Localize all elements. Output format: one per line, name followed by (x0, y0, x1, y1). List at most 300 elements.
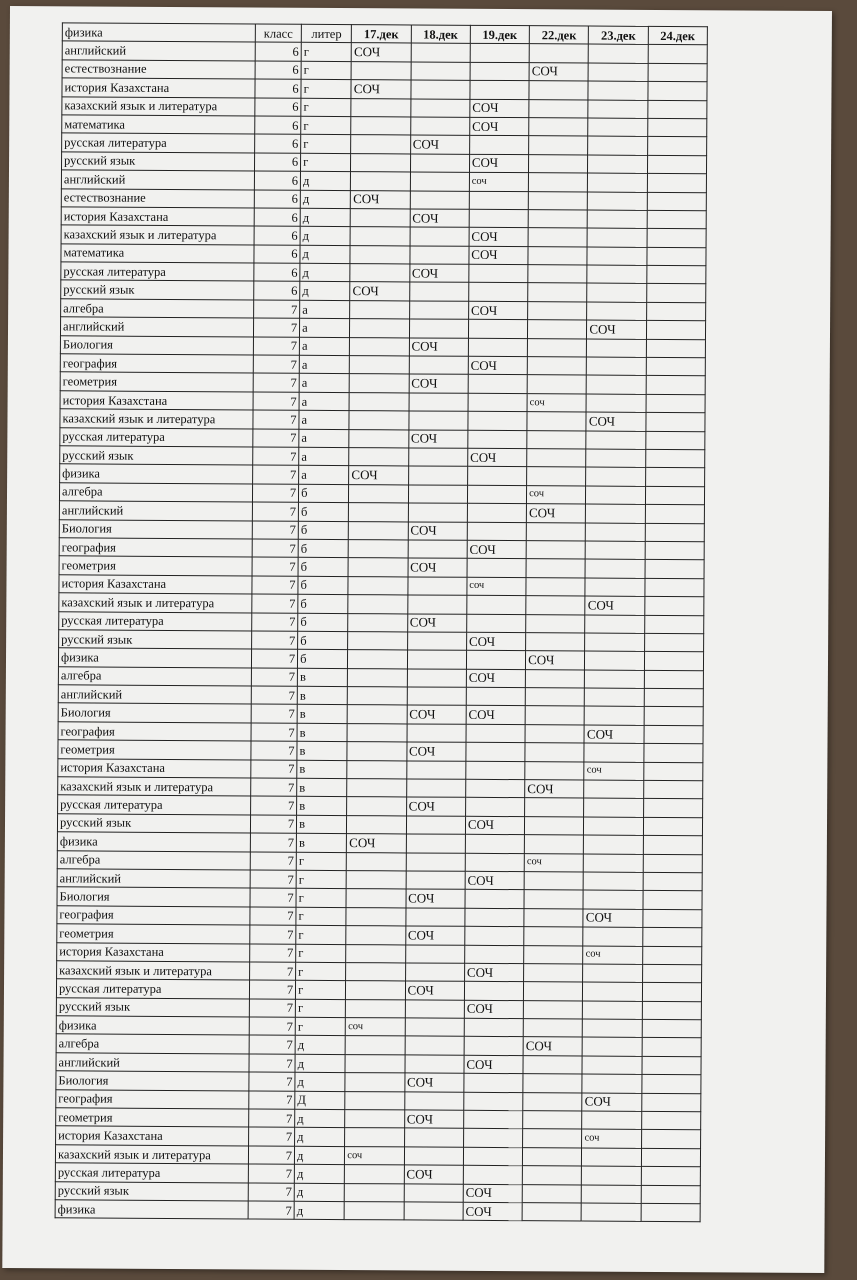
klass-cell: 7 (252, 484, 298, 503)
mark-cell (463, 1110, 522, 1129)
mark-cell: СОЧ (464, 1055, 523, 1074)
klass-cell: 7 (250, 925, 296, 944)
mark-cell (588, 192, 647, 211)
mark-cell (529, 44, 588, 63)
subject-cell: геометрия (56, 1108, 249, 1128)
mark-cell (405, 1000, 464, 1019)
mark-cell (525, 761, 584, 780)
mark-cell (583, 927, 642, 946)
mark-cell (346, 944, 405, 963)
liter-cell: д (300, 190, 350, 209)
mark-cell (351, 172, 410, 191)
mark-cell (587, 247, 646, 266)
mark-cell (583, 890, 642, 909)
mark-cell (467, 614, 526, 633)
subject-cell: математика (62, 115, 255, 135)
mark-cell (583, 872, 642, 891)
mark-cell (647, 247, 706, 266)
mark-cell (465, 945, 524, 964)
mark-cell: соч (527, 485, 586, 504)
subject-cell: русская литература (61, 262, 254, 282)
mark-cell (346, 889, 405, 908)
liter-cell: б (298, 594, 348, 613)
mark-cell (351, 153, 410, 172)
header-date-4: 22.дек (529, 26, 588, 45)
mark-cell (406, 816, 465, 835)
header-date-2: 18.дек (411, 25, 470, 44)
klass-cell: 7 (249, 1054, 295, 1073)
mark-cell: СОЧ (347, 834, 406, 853)
mark-cell (646, 321, 705, 340)
klass-cell: 6 (255, 42, 301, 61)
liter-cell: г (295, 1017, 345, 1036)
mark-cell (646, 339, 705, 358)
mark-cell (587, 375, 646, 394)
subject-cell: история Казахстана (57, 942, 250, 962)
mark-cell (582, 1111, 641, 1130)
klass-cell: 7 (253, 410, 299, 429)
mark-cell (468, 338, 527, 357)
mark-cell: СОЧ (408, 521, 467, 540)
mark-cell (349, 448, 408, 467)
mark-cell (586, 431, 645, 450)
mark-cell (409, 301, 468, 320)
mark-cell: СОЧ (408, 430, 467, 449)
mark-cell (345, 1091, 404, 1110)
mark-cell (351, 117, 410, 136)
klass-cell: 7 (251, 631, 297, 650)
mark-cell (468, 320, 527, 339)
subject-cell: физика (58, 648, 251, 668)
klass-cell: 6 (255, 98, 301, 117)
mark-cell (588, 155, 647, 174)
mark-cell: СОЧ (469, 228, 528, 247)
mark-cell: СОЧ (406, 742, 465, 761)
mark-cell: СОЧ (582, 1093, 641, 1112)
mark-cell (641, 1167, 700, 1186)
mark-cell (644, 744, 703, 763)
klass-cell: 7 (253, 429, 299, 448)
mark-cell: СОЧ (409, 264, 468, 283)
mark-cell: СОЧ (464, 963, 523, 982)
mark-cell (582, 1038, 641, 1057)
mark-cell (642, 1001, 701, 1020)
liter-cell: д (294, 1201, 344, 1220)
mark-cell (523, 1074, 582, 1093)
klass-cell: 6 (254, 245, 300, 264)
mark-cell (524, 964, 583, 983)
header-klass: класс (255, 24, 301, 43)
mark-cell (404, 1184, 463, 1203)
mark-cell: СОЧ (470, 99, 529, 118)
mark-cell (586, 449, 645, 468)
subject-cell: естествознание (61, 188, 254, 208)
subject-cell: алгебра (56, 1034, 249, 1054)
mark-cell (523, 1056, 582, 1075)
klass-cell: 7 (252, 521, 298, 540)
klass-cell: 7 (249, 1017, 295, 1036)
liter-cell: в (297, 705, 347, 724)
mark-cell (641, 1148, 700, 1167)
mark-cell (523, 1000, 582, 1019)
mark-cell (404, 1202, 463, 1221)
mark-cell (646, 357, 705, 376)
mark-cell (346, 907, 405, 926)
mark-cell (582, 1074, 641, 1093)
mark-cell (529, 99, 588, 118)
mark-cell (528, 302, 587, 321)
mark-cell (525, 669, 584, 688)
subject-cell: английский (60, 317, 253, 337)
mark-cell (643, 872, 702, 891)
mark-cell (648, 63, 707, 82)
subject-cell: казахский язык и литература (61, 225, 254, 245)
subject-cell: казахский язык и литература (58, 777, 251, 797)
mark-cell (645, 523, 704, 542)
mark-cell: соч (345, 1146, 404, 1165)
mark-cell: СОЧ (468, 448, 527, 467)
klass-cell: 6 (254, 153, 300, 172)
mark-cell (585, 633, 644, 652)
klass-cell: 7 (253, 392, 299, 411)
subject-cell: русская литература (58, 795, 251, 815)
subject-cell: математика (61, 244, 254, 264)
mark-cell (410, 190, 469, 209)
mark-cell (643, 799, 702, 818)
header-date-3: 19.дек (470, 25, 529, 44)
mark-cell (345, 1165, 404, 1184)
klass-cell: 7 (251, 778, 297, 797)
mark-cell (585, 578, 644, 597)
subject-cell: английский (62, 41, 255, 61)
mark-cell (586, 394, 645, 413)
mark-cell (345, 1054, 404, 1073)
mark-cell (529, 136, 588, 155)
klass-cell: 7 (250, 888, 296, 907)
mark-cell (644, 633, 703, 652)
liter-cell: б (298, 613, 348, 632)
mark-cell (349, 411, 408, 430)
mark-cell (470, 80, 529, 99)
mark-cell (587, 228, 646, 247)
liter-cell: д (295, 1128, 345, 1147)
mark-cell (466, 779, 525, 798)
mark-cell (645, 578, 704, 597)
mark-cell: СОЧ (464, 1000, 523, 1019)
mark-cell (347, 815, 406, 834)
klass-cell: 7 (251, 723, 297, 742)
mark-cell: СОЧ (410, 209, 469, 228)
mark-cell (526, 541, 585, 560)
liter-cell: д (300, 245, 350, 264)
mark-cell (466, 651, 525, 670)
liter-cell: а (300, 319, 350, 338)
mark-cell: СОЧ (405, 981, 464, 1000)
subject-cell: история Казахстана (60, 391, 253, 411)
subject-cell: география (56, 1089, 249, 1109)
klass-cell: 6 (255, 116, 301, 135)
klass-cell: 6 (254, 226, 300, 245)
mark-cell: СОЧ (349, 466, 408, 485)
subject-cell: казахский язык и литература (59, 593, 252, 613)
mark-cell (588, 81, 647, 100)
mark-cell (466, 761, 525, 780)
liter-cell: г (296, 962, 346, 981)
mark-cell (349, 503, 408, 522)
mark-cell (647, 192, 706, 211)
mark-cell (405, 1036, 464, 1055)
mark-cell: СОЧ (466, 632, 525, 651)
paper-sheet (2, 6, 832, 1273)
subject-cell: русский язык (56, 998, 249, 1018)
mark-cell (411, 62, 470, 81)
mark-cell (409, 319, 468, 338)
mark-cell (350, 319, 409, 338)
mark-cell (406, 834, 465, 853)
subject-cell: русская литература (59, 611, 252, 631)
liter-cell: г (301, 61, 351, 80)
mark-cell (527, 357, 586, 376)
mark-cell (409, 356, 468, 375)
subject-cell: география (60, 354, 253, 374)
mark-cell: СОЧ (587, 320, 646, 339)
mark-cell (526, 596, 585, 615)
klass-cell: 7 (250, 852, 296, 871)
mark-cell (585, 615, 644, 634)
mark-cell (581, 1203, 640, 1222)
mark-cell (349, 374, 408, 393)
subject-cell: физика (55, 1200, 248, 1220)
mark-cell (407, 724, 466, 743)
liter-cell: б (298, 650, 348, 669)
mark-cell (347, 723, 406, 742)
mark-cell (345, 1128, 404, 1147)
mark-cell (347, 779, 406, 798)
klass-cell: 6 (254, 281, 300, 300)
mark-cell (347, 705, 406, 724)
subject-cell: физика (60, 464, 253, 484)
exam-schedule-table (55, 22, 708, 1222)
mark-cell (641, 1130, 700, 1149)
mark-cell (583, 982, 642, 1001)
mark-cell (644, 725, 703, 744)
mark-cell: соч (346, 1018, 405, 1037)
mark-cell (586, 504, 645, 523)
mark-cell (646, 265, 705, 284)
mark-cell (410, 154, 469, 173)
mark-cell: СОЧ (404, 1110, 463, 1129)
subject-cell: казахский язык и литература (60, 409, 253, 429)
subject-cell: Биология (56, 1071, 249, 1091)
header-date-5: 23.дек (589, 26, 648, 45)
mark-cell (524, 908, 583, 927)
mark-cell (645, 431, 704, 450)
mark-cell (467, 503, 526, 522)
klass-cell: 7 (252, 594, 298, 613)
mark-cell (346, 999, 405, 1018)
subject-cell: алгебра (61, 299, 254, 319)
liter-cell: г (296, 907, 346, 926)
mark-cell (588, 136, 647, 155)
mark-cell: соч (582, 1129, 641, 1148)
mark-cell (585, 651, 644, 670)
klass-cell: 7 (252, 576, 298, 595)
mark-cell (647, 118, 706, 137)
mark-cell (526, 633, 585, 652)
klass-cell: 7 (250, 907, 296, 926)
mark-cell (410, 227, 469, 246)
mark-cell (411, 80, 470, 99)
mark-cell (348, 668, 407, 687)
mark-cell (405, 1018, 464, 1037)
mark-cell (643, 854, 702, 873)
mark-cell: соч (584, 762, 643, 781)
subject-cell: история Казахстана (59, 575, 252, 595)
mark-cell (349, 521, 408, 540)
mark-cell (350, 356, 409, 375)
mark-cell (408, 448, 467, 467)
mark-cell (643, 817, 702, 836)
mark-cell (584, 743, 643, 762)
mark-cell: СОЧ (404, 1073, 463, 1092)
klass-cell: 7 (252, 465, 298, 484)
subject-cell: география (57, 906, 250, 926)
mark-cell (468, 375, 527, 394)
mark-cell (529, 81, 588, 100)
mark-cell (408, 485, 467, 504)
klass-cell: 7 (253, 300, 299, 319)
liter-cell: в (297, 815, 347, 834)
mark-cell (528, 283, 587, 302)
mark-cell: СОЧ (407, 613, 466, 632)
mark-cell: СОЧ (466, 706, 525, 725)
mark-cell (645, 449, 704, 468)
mark-cell (642, 1056, 701, 1075)
mark-cell (586, 486, 645, 505)
mark-cell (527, 467, 586, 486)
liter-cell: а (299, 410, 349, 429)
klass-cell: 7 (248, 1201, 294, 1220)
mark-cell (348, 558, 407, 577)
mark-cell (465, 798, 524, 817)
mark-cell (641, 1185, 700, 1204)
mark-cell: СОЧ (523, 1037, 582, 1056)
mark-cell (350, 208, 409, 227)
mark-cell (529, 118, 588, 137)
mark-cell: СОЧ (465, 871, 524, 890)
mark-cell (523, 1092, 582, 1111)
liter-cell: в (297, 668, 347, 687)
mark-cell (407, 595, 466, 614)
mark-cell (351, 135, 410, 154)
mark-cell: СОЧ (469, 246, 528, 265)
mark-cell (404, 1147, 463, 1166)
mark-cell (346, 962, 405, 981)
subject-cell: русская литература (55, 1163, 248, 1183)
klass-cell: 7 (251, 649, 297, 668)
mark-cell (588, 63, 647, 82)
mark-cell: СОЧ (466, 669, 525, 688)
mark-cell (406, 761, 465, 780)
mark-cell (467, 485, 526, 504)
subject-cell: русский язык (60, 446, 253, 466)
mark-cell (348, 631, 407, 650)
subject-cell: русская литература (56, 979, 249, 999)
mark-cell (584, 835, 643, 854)
subject-cell: русский язык (55, 1181, 248, 1201)
mark-cell (641, 1203, 700, 1222)
mark-cell (643, 891, 702, 910)
mark-cell: соч (527, 393, 586, 412)
mark-cell (348, 650, 407, 669)
mark-cell (528, 265, 587, 284)
header-date-1: 17.дек (352, 25, 411, 44)
mark-cell (642, 1038, 701, 1057)
mark-cell (527, 430, 586, 449)
mark-cell (406, 853, 465, 872)
mark-cell (465, 853, 524, 872)
mark-cell (646, 302, 705, 321)
subject-cell: казахский язык и литература (57, 961, 250, 981)
liter-cell: г (301, 116, 351, 135)
klass-cell: 7 (251, 741, 297, 760)
mark-cell (522, 1184, 581, 1203)
klass-cell: 7 (248, 1127, 294, 1146)
mark-cell (641, 1111, 700, 1130)
mark-cell (465, 834, 524, 853)
klass-cell: 7 (250, 870, 296, 889)
klass-cell: 6 (254, 263, 300, 282)
mark-cell (408, 503, 467, 522)
mark-cell (410, 172, 469, 191)
mark-cell (588, 210, 647, 229)
mark-cell: соч (469, 172, 528, 191)
mark-cell (349, 429, 408, 448)
subject-cell: физика (57, 832, 250, 852)
mark-cell (467, 467, 526, 486)
header-date-6: 24.дек (648, 26, 707, 45)
liter-cell: д (295, 1054, 345, 1073)
klass-cell: 7 (249, 999, 295, 1018)
mark-cell (523, 1019, 582, 1038)
mark-cell (527, 449, 586, 468)
liter-cell: г (301, 153, 351, 172)
mark-cell: СОЧ (526, 651, 585, 670)
subject-cell: русский язык (61, 280, 254, 300)
table-body (55, 41, 707, 1222)
mark-cell (524, 945, 583, 964)
mark-cell (528, 210, 587, 229)
mark-cell (587, 357, 646, 376)
klass-cell: 6 (254, 190, 300, 209)
subject-cell: русский язык (59, 630, 252, 650)
liter-cell: д (295, 1036, 345, 1055)
subject-cell: геометрия (57, 924, 250, 944)
mark-cell (645, 468, 704, 487)
mark-cell: СОЧ (467, 540, 526, 559)
mark-cell (524, 982, 583, 1001)
mark-cell (348, 576, 407, 595)
mark-cell (345, 1110, 404, 1129)
mark-cell (528, 191, 587, 210)
subject-cell: русская литература (62, 133, 255, 153)
mark-cell (646, 413, 705, 432)
mark-cell (525, 725, 584, 744)
liter-cell: г (301, 43, 351, 62)
klass-cell: 7 (248, 1164, 294, 1183)
mark-cell (582, 1185, 641, 1204)
klass-cell: 7 (252, 557, 298, 576)
